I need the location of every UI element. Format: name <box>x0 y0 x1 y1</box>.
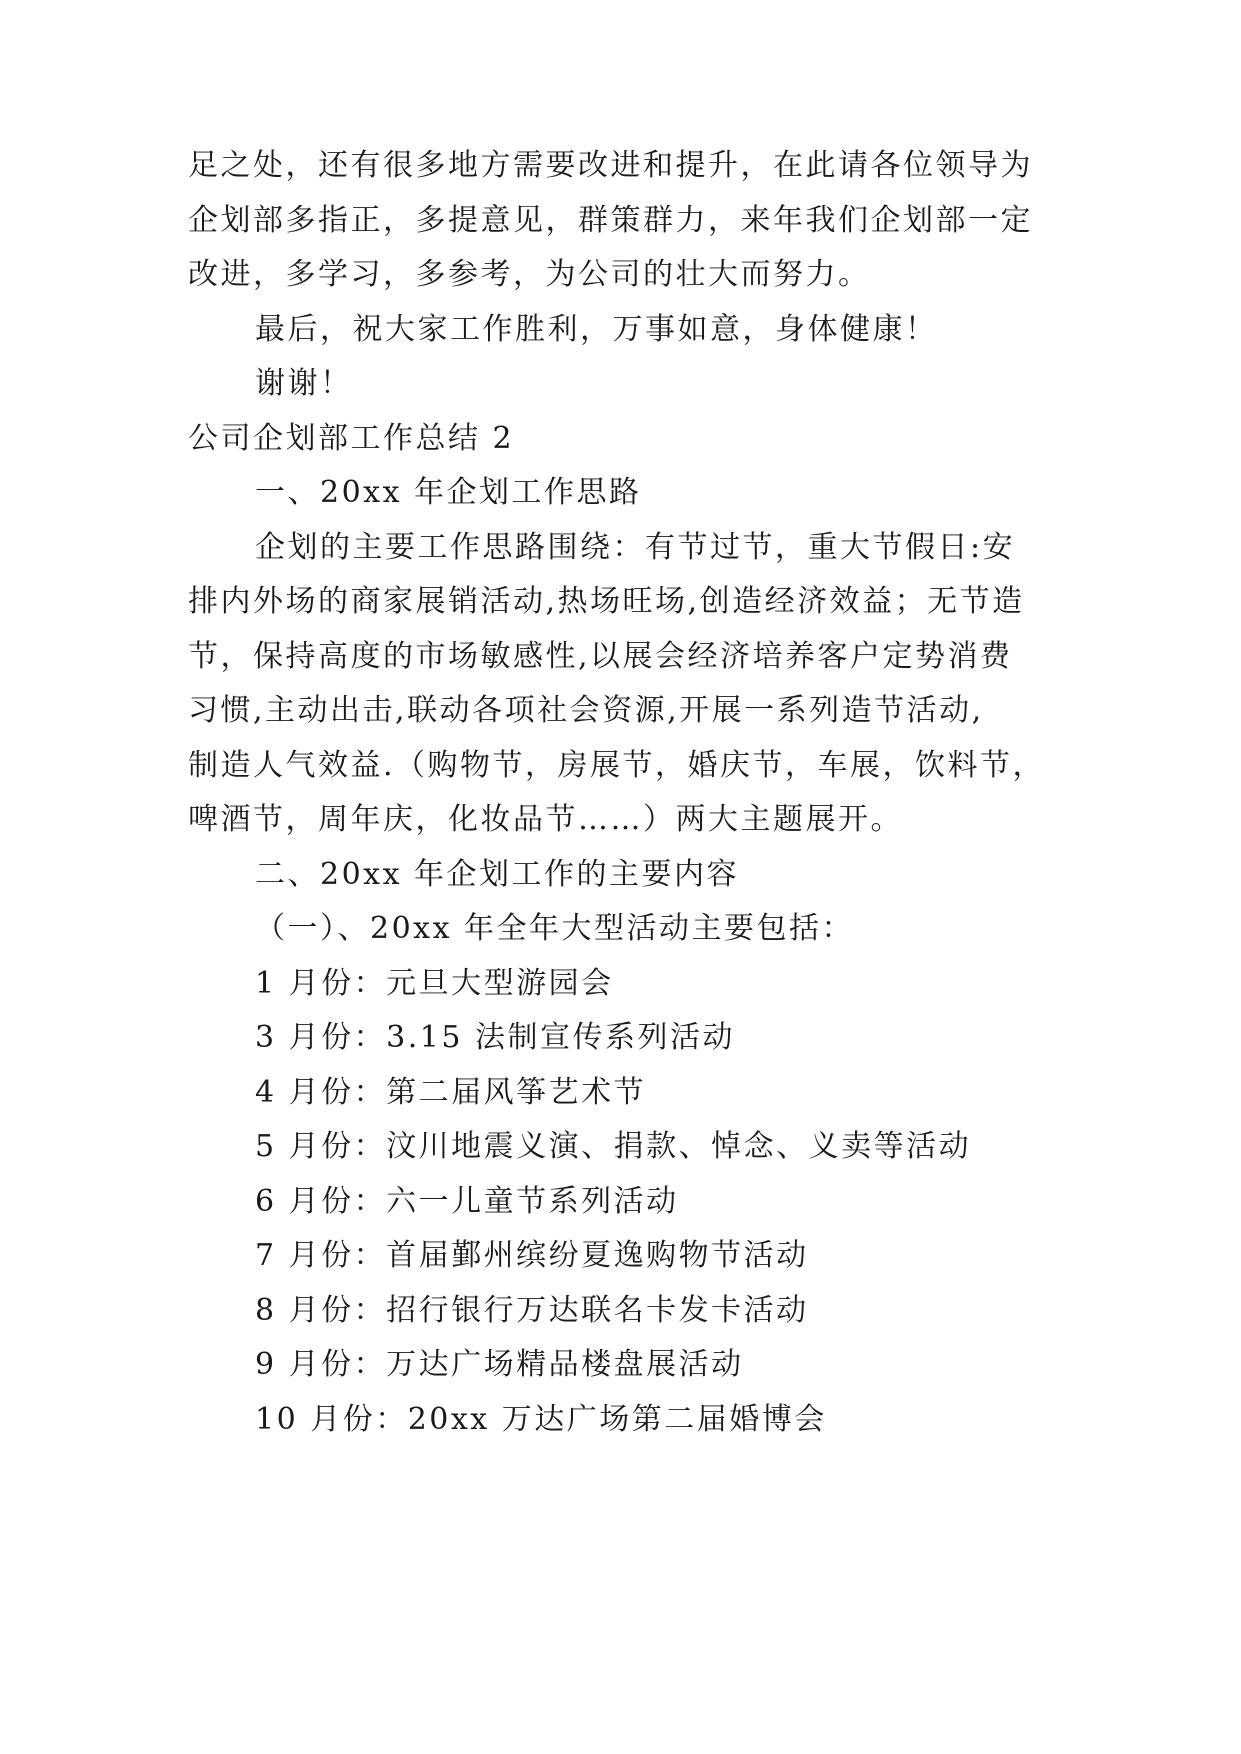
list-item: 9 月份：万达广场精品楼盘展活动 <box>255 1347 744 1382</box>
paragraph-line: 节，保持高度的市场敏感性,以展会经济培养客户定势消费 <box>188 639 1013 674</box>
thanks-line: 谢谢！ <box>255 366 353 401</box>
list-item: 10 月份：20xx 万达广场第二届婚博会 <box>255 1402 827 1437</box>
paragraph-line: 制造人气效益.（购物节，房展节，婚庆节，车展，饮料节， <box>188 748 1046 783</box>
paragraph-line: 足之处，还有很多地方需要改进和提升，在此请各位领导为 <box>188 148 1033 183</box>
paragraph-line: 习惯,主动出击,联动各项社会资源,开展一系列造节活动, <box>188 693 984 728</box>
heading-line: 一、20xx 年企划工作思路 <box>255 475 642 510</box>
closing-line: 最后，祝大家工作胜利，万事如意，身体健康！ <box>255 312 938 347</box>
subheading-line: （一）、20xx 年全年大型活动主要包括： <box>255 911 855 946</box>
list-item: 5 月份：汶川地震义演、捐款、悼念、义卖等活动 <box>255 1129 972 1164</box>
paragraph-line: 改进，多学习，多参考，为公司的壮大而努力。 <box>188 257 871 292</box>
paragraph-line: 啤酒节，周年庆，化妆品节……）两大主题展开。 <box>188 802 903 837</box>
list-item: 3 月份：3.15 法制宣传系列活动 <box>255 1020 735 1055</box>
list-item: 1 月份：元旦大型游园会 <box>255 966 614 1001</box>
paragraph-line: 企划部多指正，多提意见，群策群力，来年我们企划部一定 <box>188 203 1033 238</box>
heading-line: 二、20xx 年企划工作的主要内容 <box>255 857 740 892</box>
list-item: 7 月份：首届鄞州缤纷夏逸购物节活动 <box>255 1238 809 1273</box>
paragraph-line: 企划的主要工作思路围绕：有节过节，重大节假日:安 <box>255 530 1016 565</box>
list-item: 6 月份：六一儿童节系列活动 <box>255 1184 679 1219</box>
list-item: 4 月份：第二届风筝艺术节 <box>255 1075 647 1110</box>
section-title: 公司企划部工作总结 2 <box>188 421 515 456</box>
list-item: 8 月份：招行银行万达联名卡发卡活动 <box>255 1293 809 1328</box>
paragraph-line: 排内外场的商家展销活动,热场旺场,创造经济效益；无节造 <box>188 584 1025 619</box>
